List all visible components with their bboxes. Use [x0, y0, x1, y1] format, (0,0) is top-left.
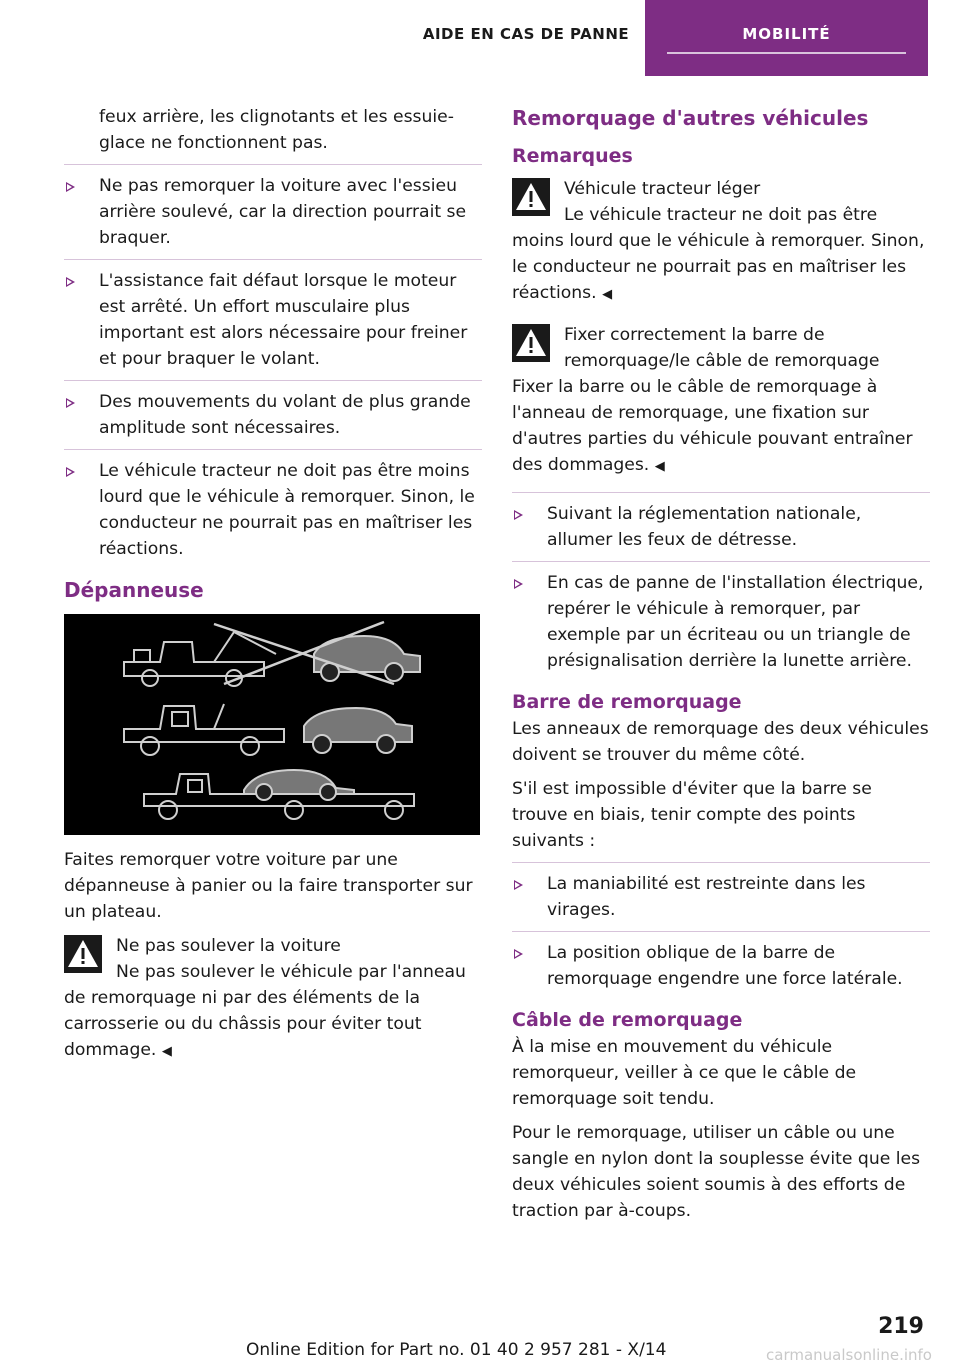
bullet-triangle-icon	[514, 949, 523, 959]
divider	[512, 561, 930, 562]
section-title: AIDE EN CAS DE PANNE	[422, 25, 630, 43]
warning-body-line: Le véhicule tracteur ne doit pas être	[564, 205, 878, 225]
bullet-triangle-icon	[514, 579, 523, 589]
bullet-list	[64, 173, 482, 562]
tow-truck-illustration	[64, 614, 480, 835]
subheading: Câble de remorquage	[512, 1009, 743, 1031]
warning-block	[512, 176, 930, 228]
list-item-text: L'assistance fait défaut lorsque le moteur est arrêté. Un effort musculaire plus important est alors nécessaire pour freiner et pour braquer le volant.	[99, 271, 468, 369]
section-heading: Dépanneuse	[64, 578, 204, 602]
warning-body-text: de remorquage ni par des éléments de la carrosserie ou du châssis pour éviter tout dommage.	[64, 988, 422, 1060]
edition-note: Online Edition for Part no. 01 40 2 957 281 - X/14	[246, 1340, 667, 1360]
divider	[64, 259, 482, 260]
bullet-triangle-icon	[66, 277, 75, 287]
subheading: Barre de remorquage	[512, 691, 742, 713]
bullet-triangle-icon	[66, 467, 75, 477]
chapter-tab-label: MOBILITÉ	[742, 25, 831, 43]
watermark: carmanualsonline.info	[766, 1346, 932, 1364]
list-item-text: La position oblique de la barre de remorquage engendre une force latérale.	[547, 943, 903, 989]
bullet-triangle-icon	[66, 182, 75, 192]
warning-body-line: Ne pas soulever le véhicule par l'anneau	[116, 962, 466, 982]
warning-icon	[512, 324, 550, 362]
divider	[512, 931, 930, 932]
chapter-tab	[645, 0, 928, 76]
divider	[64, 164, 482, 165]
warning-body-text: moins lourd que le véhicule à remorquer. Sinon, le conducteur ne pourrait pas en maîtriser les réactions.	[512, 231, 925, 303]
paragraph: S'il est impossible d'éviter que la barre se trouve en biais, tenir compte des points suivants :	[512, 779, 872, 851]
warning-body-text: Fixer la barre ou le câble de remorquage à l'anneau de remorquage, une fixation sur d'autres parties du véhicule pouvant entraîner des dommages.	[512, 377, 913, 475]
list-item	[64, 458, 482, 562]
page-header	[0, 0, 960, 76]
subheading: Remarques	[512, 145, 633, 167]
end-marker: ◀	[161, 1044, 172, 1059]
paragraph: À la mise en mouvement du véhicule remorqueur, veiller à ce que le câble de remorquage soit tendu.	[512, 1037, 857, 1109]
warning-title: Fixer correctement la barre de remorquage/le câble de remorquage	[564, 325, 880, 371]
figure-caption: Faites remorquer votre voiture par une dépanneuse à panier ou la faire transporter sur un plateau.	[64, 850, 473, 922]
page-footer	[0, 1310, 960, 1362]
bullet-triangle-icon	[514, 880, 523, 890]
list-item-text: La maniabilité est restreinte dans les virages.	[547, 874, 866, 920]
divider	[64, 449, 482, 450]
bullet-list	[512, 871, 930, 992]
paragraph: Les anneaux de remorquage des deux véhicules doivent se trouver du même côté.	[512, 719, 929, 765]
list-item-text: Suivant la réglementation nationale, allumer les feux de détresse.	[547, 504, 862, 550]
list-item	[512, 871, 930, 923]
end-marker: ◀	[654, 459, 665, 474]
end-marker: ◀	[602, 287, 613, 302]
divider	[64, 380, 482, 381]
paragraph: Pour le remorquage, utiliser un câble ou une sangle en nylon dont la souplesse évite que les deux véhicules soient soumis à des efforts de traction par à-coups.	[512, 1123, 921, 1221]
list-item-text: Le véhicule tracteur ne doit pas être moins lourd que le véhicule à remorquer. Sinon, le conducteur ne pourrait pas en maîtriser les réactions.	[99, 461, 475, 559]
warning-body	[64, 985, 482, 1065]
bullet-list	[512, 501, 930, 674]
warning-title: Véhicule tracteur léger	[564, 179, 761, 199]
warning-body	[512, 374, 930, 480]
list-item	[512, 940, 930, 992]
warning-body	[512, 228, 930, 308]
list-item-text: Des mouvements du volant de plus grande amplitude sont nécessaires.	[99, 392, 471, 438]
intro-paragraph: feux arrière, les clignotants et les essuie-glace ne fonctionnent pas.	[99, 107, 454, 153]
list-item	[64, 389, 482, 441]
list-item-text: Ne pas remorquer la voiture avec l'essieu arrière soulevé, car la direction pourrait se braquer.	[99, 176, 467, 248]
right-column	[512, 104, 930, 1232]
list-item-text: En cas de panne de l'installation électrique, repérer le véhicule à remorquer, par exemple par un écriteau ou un triangle de présignalisation derrière la lunette arrière.	[547, 573, 924, 671]
warning-icon	[512, 178, 550, 216]
divider	[512, 492, 930, 493]
list-item	[64, 173, 482, 251]
list-item	[512, 570, 930, 674]
left-column	[64, 104, 482, 1073]
list-item	[64, 268, 482, 372]
bullet-triangle-icon	[514, 510, 523, 520]
bullet-triangle-icon	[66, 398, 75, 408]
section-heading: Remorquage d'autres véhicules	[512, 106, 869, 130]
warning-title: Ne pas soulever la voiture	[116, 936, 341, 956]
page-number: 219	[878, 1314, 924, 1339]
divider	[512, 862, 930, 863]
warning-icon	[64, 935, 102, 973]
chapter-tab-underline	[667, 0, 906, 54]
tow-truck-illustration-svg	[64, 614, 480, 835]
warning-block	[64, 933, 482, 985]
list-item	[512, 501, 930, 553]
warning-block	[512, 322, 930, 374]
